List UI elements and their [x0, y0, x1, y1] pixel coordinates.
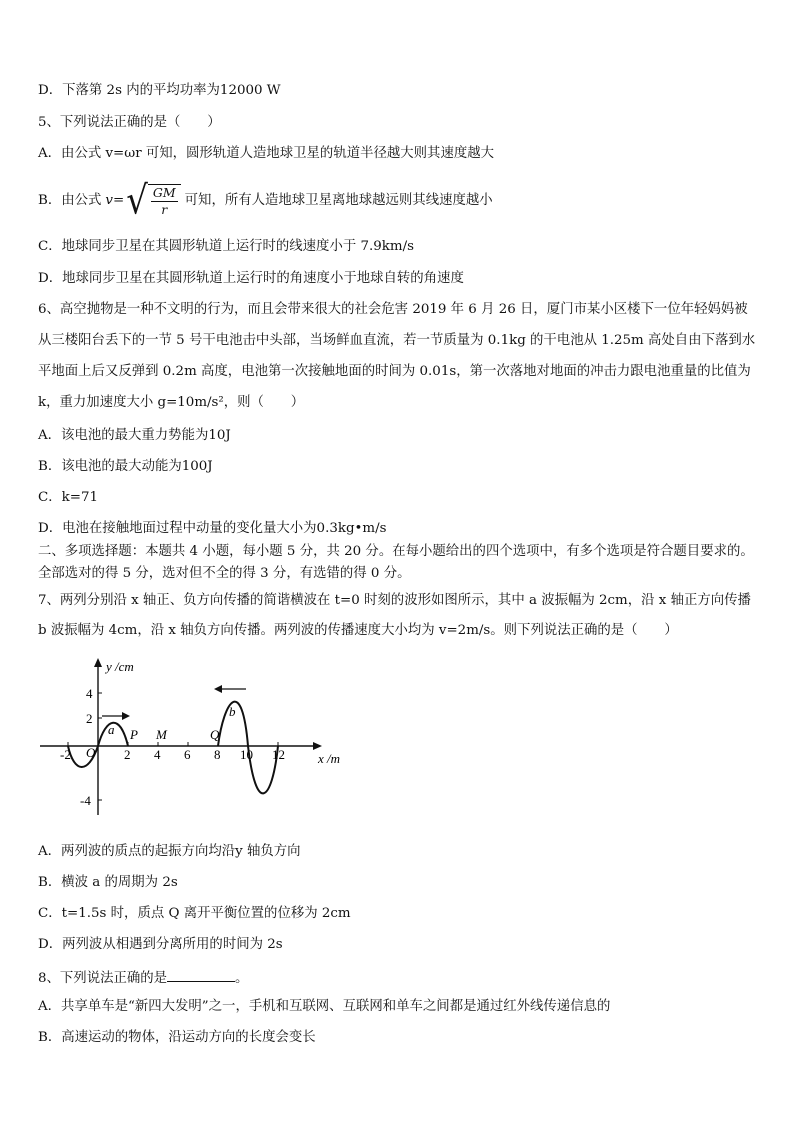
option-b-text: 可知，所有人造地球卫星离地球越远则其线速度越小 [184, 193, 493, 208]
point-q-label: Q [210, 727, 220, 742]
x-axis-arrow-icon [313, 742, 322, 750]
answer-blank [167, 967, 235, 982]
wave-b-label: b [229, 704, 236, 719]
question-6-option-c: C．k=71 [38, 490, 99, 505]
x-tick-label: 4 [154, 747, 161, 762]
option-b-prefix: B．由公式 [38, 193, 102, 208]
sqrt-icon: √ [126, 178, 148, 224]
x-tick-label: 12 [272, 747, 285, 762]
fraction-denominator: r [161, 202, 168, 217]
question-8-option-a: A．共享单车是“新四大发明”之一，手机和互联网、互联网和单车之间都是通过红外线传递信息的 [38, 999, 611, 1014]
x-tick-label: 10 [240, 747, 253, 762]
question-8-stem [38, 967, 248, 988]
x-tick-label: -2 [60, 747, 71, 762]
y-axis-arrow-icon [94, 658, 102, 667]
question-5-option-d: D．地球同步卫星在其圆形轨道上运行时的角速度小于地球自转的角速度 [38, 271, 464, 286]
question-7-option-a: A．两列波的质点的起振方向均沿y 轴负方向 [38, 844, 301, 859]
y-tick-label-neg4: -4 [80, 793, 91, 808]
question-6-option-a: A．该电池的最大重力势能为10J [38, 428, 231, 443]
question-6-option-d: D．电池在接触地面过程中动量的变化量大小为0.3kg•m/s [38, 521, 387, 536]
wave-figure [36, 655, 356, 825]
x-tick-label: 2 [124, 747, 131, 762]
fraction-numerator: GM [152, 185, 176, 200]
y-tick-label-2: 2 [86, 711, 93, 726]
origin-label: O [86, 745, 96, 760]
question-5-option-c: C．地球同步卫星在其圆形轨道上运行时的线速度小于 7.9km/s [38, 239, 414, 254]
x-axis-label: x /m [318, 751, 341, 766]
question-5-stem: 5、下列说法正确的是（ ） [38, 115, 221, 130]
point-p-label: P [130, 727, 138, 742]
wave-a-label: a [108, 722, 115, 737]
question-6-option-b: B．该电池的最大动能为100J [38, 459, 213, 474]
question-7-option-b: B．横波 a 的周期为 2s [38, 875, 178, 890]
question-8-option-b: B．高速运动的物体，沿运动方向的长度会变长 [38, 1030, 316, 1045]
formula-v: v= [105, 193, 125, 208]
arrow-right-icon [122, 712, 130, 720]
arrow-left-icon [214, 685, 222, 693]
y-axis-label: y /cm [106, 659, 134, 674]
option-d-power: D．下落第 2s 内的平均功率为12000 W [38, 83, 281, 98]
section-2-heading: 二、多项选择题：本题共 4 小题，每小题 5 分，共 20 分。在每小题给出的四个选项中，有多个选项是符合题目要求的。全部选对的得 5 分，选对但不全的得 3 分，有选错的得 0 分。 [38, 544, 754, 581]
fraction [148, 184, 181, 218]
question-8-end: 。 [235, 971, 249, 986]
sqrt-formula [126, 178, 180, 224]
question-8-text: 8、下列说法正确的是 [38, 971, 168, 986]
question-5-option-a: A．由公式 v=ωr 可知，圆形轨道人造地球卫星的轨道半径越大则其速度越大 [38, 146, 495, 161]
question-5-option-b [38, 178, 493, 224]
question-7-option-d: D．两列波从相遇到分离所用的时间为 2s [38, 937, 283, 952]
question-7-stem: 7、两列分别沿 x 轴正、负方向传播的简谐横波在 t=0 时刻的波形如图所示，其中 a 波振幅为 2cm，沿 x 轴正方向传播b 波振幅为 4cm，沿 x 轴负方向传播。两列波的传播速度大小均为 v=2m/s。则下列说法正确的是（ ） [38, 593, 751, 638]
question-6-stem: 6、高空抛物是一种不文明的行为，而且会带来很大的社会危害 2019 年 6 月 26 日，厦门市某小区楼下一位年轻妈妈被从三楼阳台丢下的一节 5 号干电池击中头部，当场鲜血直流，若一节质量为 0.1kg 的干电池从 1.25m 高处自由下落到水平地面上后又反弹到 0.2m 高度，电池第一次接触地面的时间为 0.01s，第一次落地对地面的冲击力跟电池重量的比值为 k，重力加速度大小 g=10m/s²，则（ ） [38, 302, 756, 410]
x-tick-label: 6 [184, 747, 191, 762]
y-tick-label-4: 4 [86, 686, 93, 701]
x-tick-label: 8 [214, 747, 221, 762]
point-m-label: M [156, 727, 167, 742]
question-7-option-c: C．t=1.5s 时，质点 Q 离开平衡位置的位移为 2cm [38, 906, 351, 921]
